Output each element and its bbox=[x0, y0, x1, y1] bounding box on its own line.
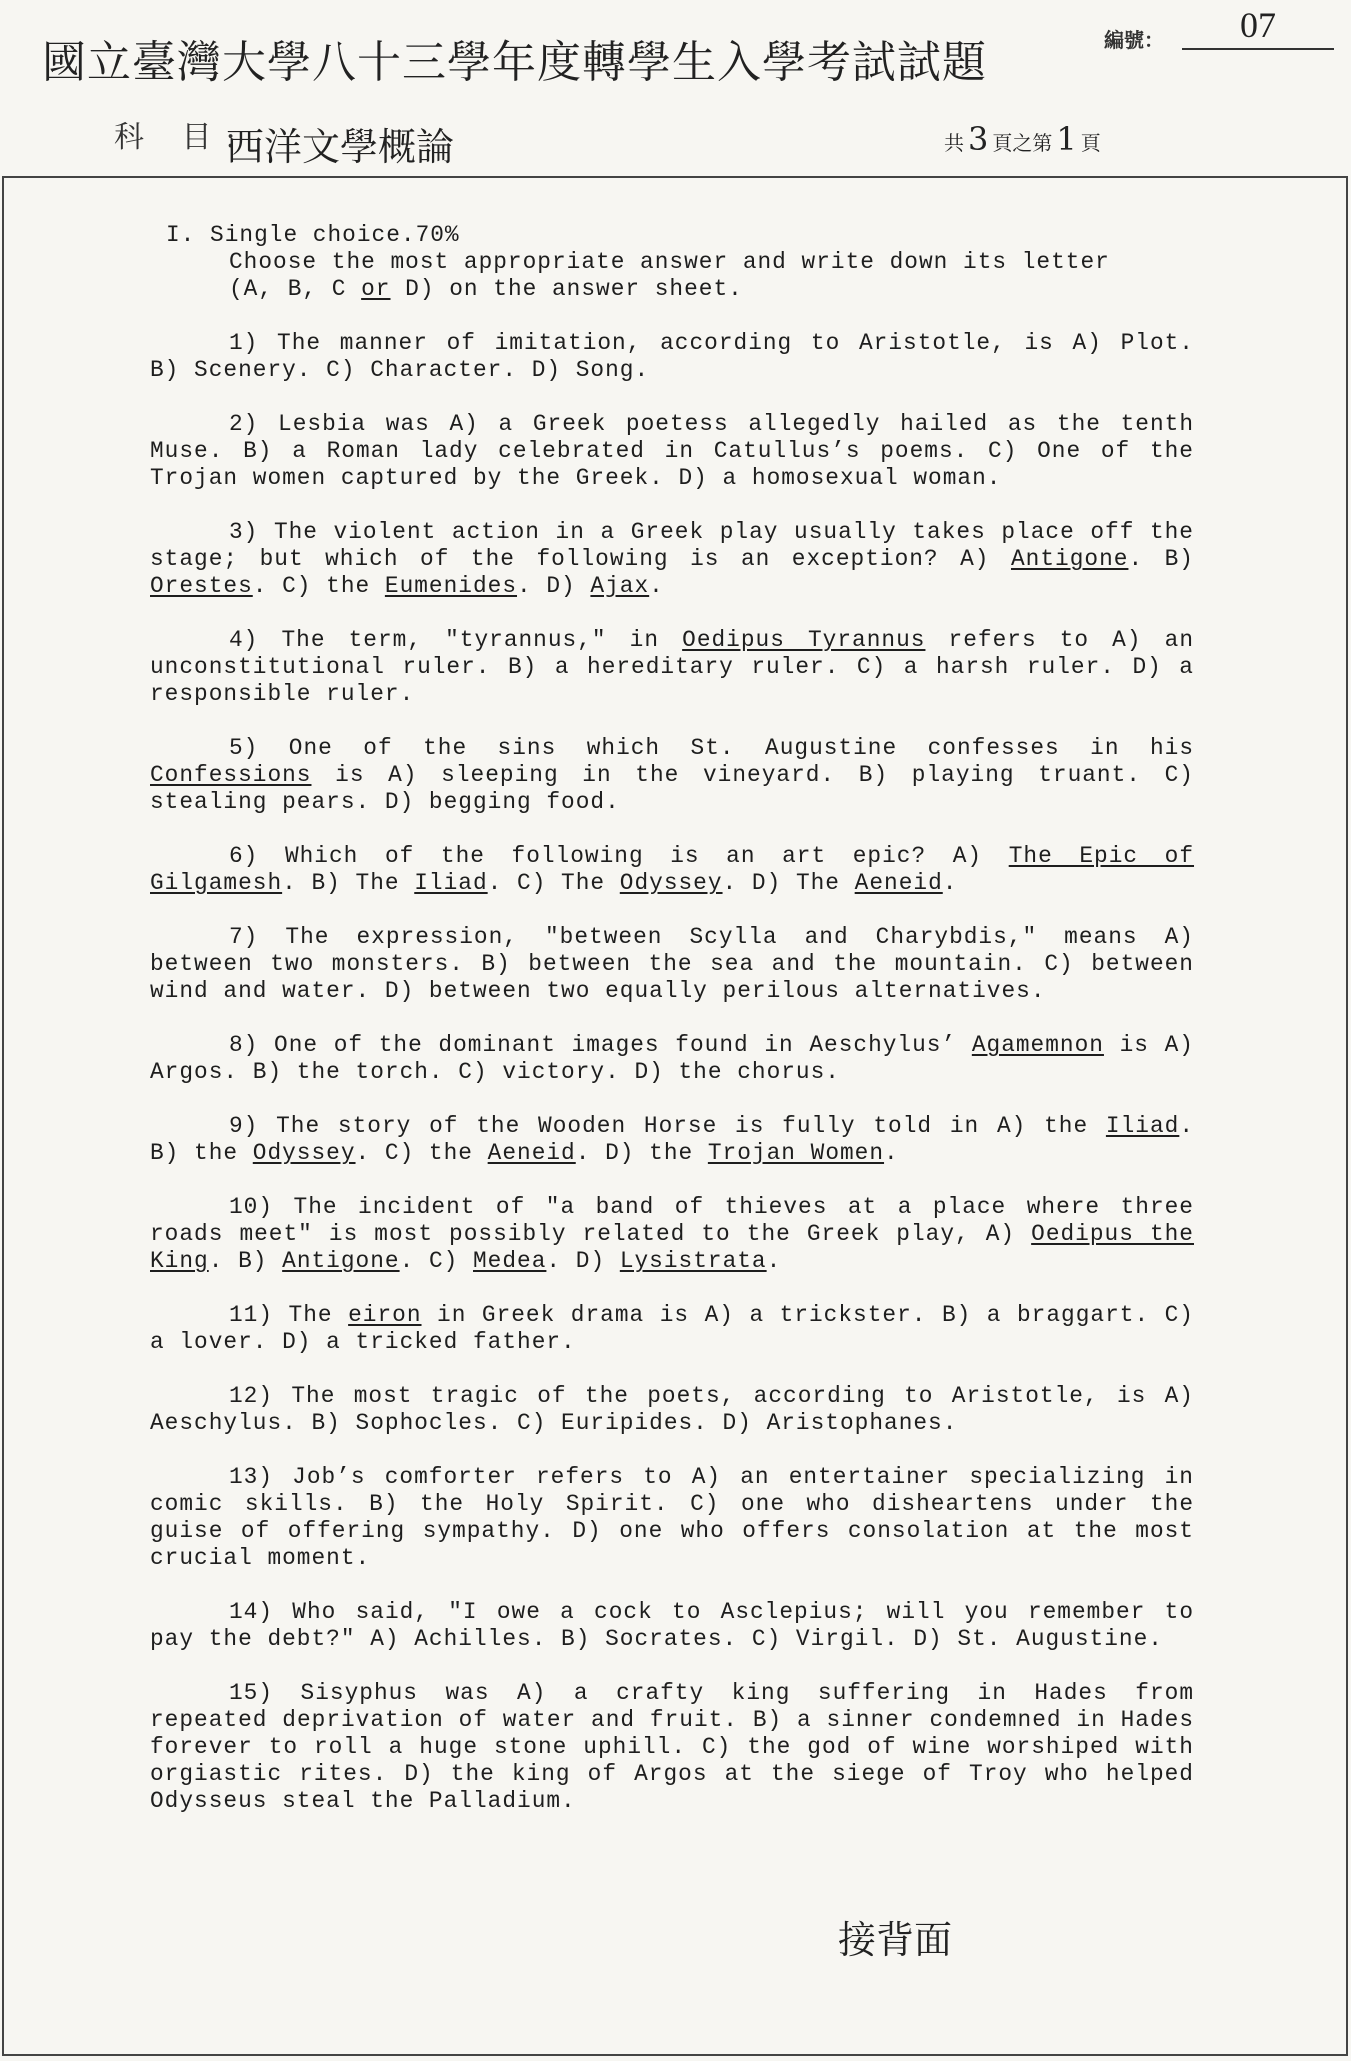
question-text: 5) One of the sins which St. Augustine confesses in his bbox=[229, 735, 1194, 761]
underlined-title: Aeneid bbox=[487, 1140, 576, 1166]
question-7 bbox=[150, 924, 1194, 1005]
question-text: is A) Argos. B) the torch. C) victory. D) the chorus. bbox=[150, 1032, 1194, 1085]
question-text: . D) bbox=[517, 573, 591, 599]
page-indicator-suffix: 頁 bbox=[1080, 131, 1101, 155]
instructions-underlined-word: or bbox=[361, 276, 391, 302]
underlined-title: Orestes bbox=[150, 573, 253, 599]
underlined-title: Iliad bbox=[1105, 1113, 1180, 1139]
question-text: 10) The incident of "a band of thieves at a place where three roads meet" is most possibly related to the Greek play, A) bbox=[150, 1194, 1194, 1247]
question-6 bbox=[150, 843, 1194, 897]
question-text: 13) Job’s comforter refers to A) an entertainer specializing in comic skills. B) the Holy Spirit. C) one who disheartens under the guise of offering sympathy. D) one who offers consolation at the most crucial moment. bbox=[150, 1464, 1194, 1571]
question-3 bbox=[150, 519, 1194, 600]
question-text: . bbox=[942, 870, 958, 896]
question-text: . bbox=[884, 1140, 899, 1166]
question-text: . C) bbox=[399, 1248, 473, 1274]
underlined-title: Odyssey bbox=[619, 870, 723, 896]
question-11 bbox=[150, 1302, 1194, 1356]
question-2 bbox=[150, 411, 1194, 492]
section-instructions-line-1: Choose the most appropriate answer and write down its letter bbox=[229, 249, 1110, 275]
question-list bbox=[150, 330, 1194, 1815]
instructions-text: (A, B, C bbox=[229, 276, 362, 302]
question-text: 6) Which of the following is an art epic? A) bbox=[229, 843, 1009, 869]
question-9 bbox=[150, 1113, 1194, 1167]
underlined-title: Confessions bbox=[150, 762, 312, 788]
question-text: 2) Lesbia was A) a Greek poetess allegedly hailed as the tenth Muse. B) a Roman lady celebrated in Catullus’s poems. C) One of the Trojan women captured by the Greek. D) a homosexual woman. bbox=[150, 411, 1194, 491]
question-text: . C) The bbox=[487, 870, 620, 896]
page-total-prefix: 共 bbox=[944, 131, 964, 155]
underlined-title: Trojan Women bbox=[707, 1140, 885, 1166]
underlined-title: Antigone bbox=[1010, 546, 1129, 572]
question-text: 4) The term, "tyrannus," in bbox=[229, 627, 683, 653]
question-text: 14) Who said, "I owe a cock to Asclepius; will you remember to pay the debt?" A) Achilles. B) Socrates. C) Virgil. D) St. Augustine. bbox=[150, 1599, 1194, 1652]
page-indicator bbox=[944, 120, 1101, 158]
question-text: . bbox=[649, 573, 664, 599]
question-text: . B) the bbox=[150, 1113, 1194, 1166]
question-text: . C) the bbox=[355, 1140, 488, 1166]
underlined-title: The Epic of Gilgamesh bbox=[150, 843, 1195, 896]
subject-label: 科 目: bbox=[114, 120, 250, 155]
question-1 bbox=[150, 330, 1194, 384]
question-text: . C) the bbox=[252, 573, 385, 599]
underlined-title: eiron bbox=[348, 1302, 422, 1328]
question-text: . D) The bbox=[722, 870, 855, 896]
question-text: . D) bbox=[546, 1248, 620, 1274]
question-text: 9) The story of the Wooden Horse is fully told in A) the bbox=[229, 1113, 1106, 1139]
underlined-title: Ajax bbox=[590, 573, 650, 599]
question-text: 15) Sisyphus was A) a crafty king suffering in Hades from repeated deprivation of water and fruit. B) a sinner condemned in Hades forever to roll a huge stone uphill. C) the god of wine worshiped with orgiastic rites. D) the king of Argos at the siege of Troy who helped Odysseus steal the Palladium. bbox=[150, 1680, 1194, 1814]
question-text: 8) One of the dominant images found in Aeschylus’ bbox=[229, 1032, 972, 1058]
question-text: 7) The expression, "between Scylla and Charybdis," means A) between two monsters. B) between the sea and the mountain. C) between wind and water. D) between two equally perilous alternatives. bbox=[150, 924, 1194, 1004]
underlined-title: Odyssey bbox=[252, 1140, 356, 1166]
page-total-count: 3 bbox=[968, 120, 989, 158]
question-text: . bbox=[766, 1248, 782, 1274]
underlined-title: Oedipus the King bbox=[150, 1221, 1194, 1274]
question-text: . B) The bbox=[282, 870, 415, 896]
question-14 bbox=[150, 1599, 1194, 1653]
underlined-title: Medea bbox=[473, 1248, 547, 1274]
question-text: 12) The most tragic of the poets, according to Aristotle, is A) Aeschylus. B) Sophocles. C) Euripides. D) Aristophanes. bbox=[150, 1383, 1194, 1436]
underlined-title: Aeneid bbox=[854, 870, 943, 896]
underlined-title: Oedipus Tyrannus bbox=[682, 627, 926, 653]
underlined-title: Eumenides bbox=[384, 573, 518, 599]
question-text: . B) bbox=[1128, 546, 1194, 572]
question-8 bbox=[150, 1032, 1194, 1086]
exam-body bbox=[150, 222, 1194, 1815]
question-text: 3) The violent action in a Greek play usually takes place off the stage; but which of the following is an exception? A) bbox=[150, 519, 1194, 572]
page-indicator-mid: 頁之第 bbox=[992, 131, 1053, 155]
current-page-number: 1 bbox=[1056, 120, 1077, 158]
question-12 bbox=[150, 1383, 1194, 1437]
section-title: I. Single choice.70% bbox=[166, 222, 460, 248]
question-text: in Greek drama is A) a trickster. B) a braggart. C) a lover. D) a tricked father. bbox=[150, 1302, 1194, 1355]
subject-value: 西洋文學概論 bbox=[226, 125, 455, 169]
underlined-title: Agamemnon bbox=[971, 1032, 1104, 1058]
question-13 bbox=[150, 1464, 1194, 1572]
section-instructions-line-2 bbox=[150, 276, 1194, 303]
serial-number-value: 07 bbox=[1182, 4, 1334, 50]
question-text: is A) sleeping in the vineyard. B) playing truant. C) stealing pears. D) begging food. bbox=[150, 762, 1194, 815]
underlined-title: Antigone bbox=[282, 1248, 400, 1274]
question-text: . B) bbox=[208, 1248, 283, 1274]
underlined-title: Lysistrata bbox=[619, 1248, 767, 1274]
question-text: refers to A) an unconstitutional ruler. B) a hereditary ruler. C) a harsh ruler. D) a responsible ruler. bbox=[150, 627, 1195, 707]
question-10 bbox=[150, 1194, 1194, 1275]
question-5 bbox=[150, 735, 1194, 816]
question-text: . D) the bbox=[575, 1140, 708, 1166]
underlined-title: Iliad bbox=[414, 870, 488, 896]
instructions-text: D) on the answer sheet. bbox=[390, 276, 743, 302]
serial-number-label: 編號： bbox=[1104, 28, 1164, 52]
question-text: 1) The manner of imitation, according to Aristotle, is A) Plot. B) Scenery. C) Character. D) Song. bbox=[150, 330, 1194, 383]
question-15 bbox=[150, 1680, 1194, 1815]
question-text: 11) The bbox=[229, 1302, 349, 1328]
exam-title: 國立臺灣大學八十三學年度轉學生入學考試試題 bbox=[42, 37, 987, 88]
question-4 bbox=[150, 627, 1194, 708]
continue-on-back-note: 接背面 bbox=[838, 1918, 953, 1962]
